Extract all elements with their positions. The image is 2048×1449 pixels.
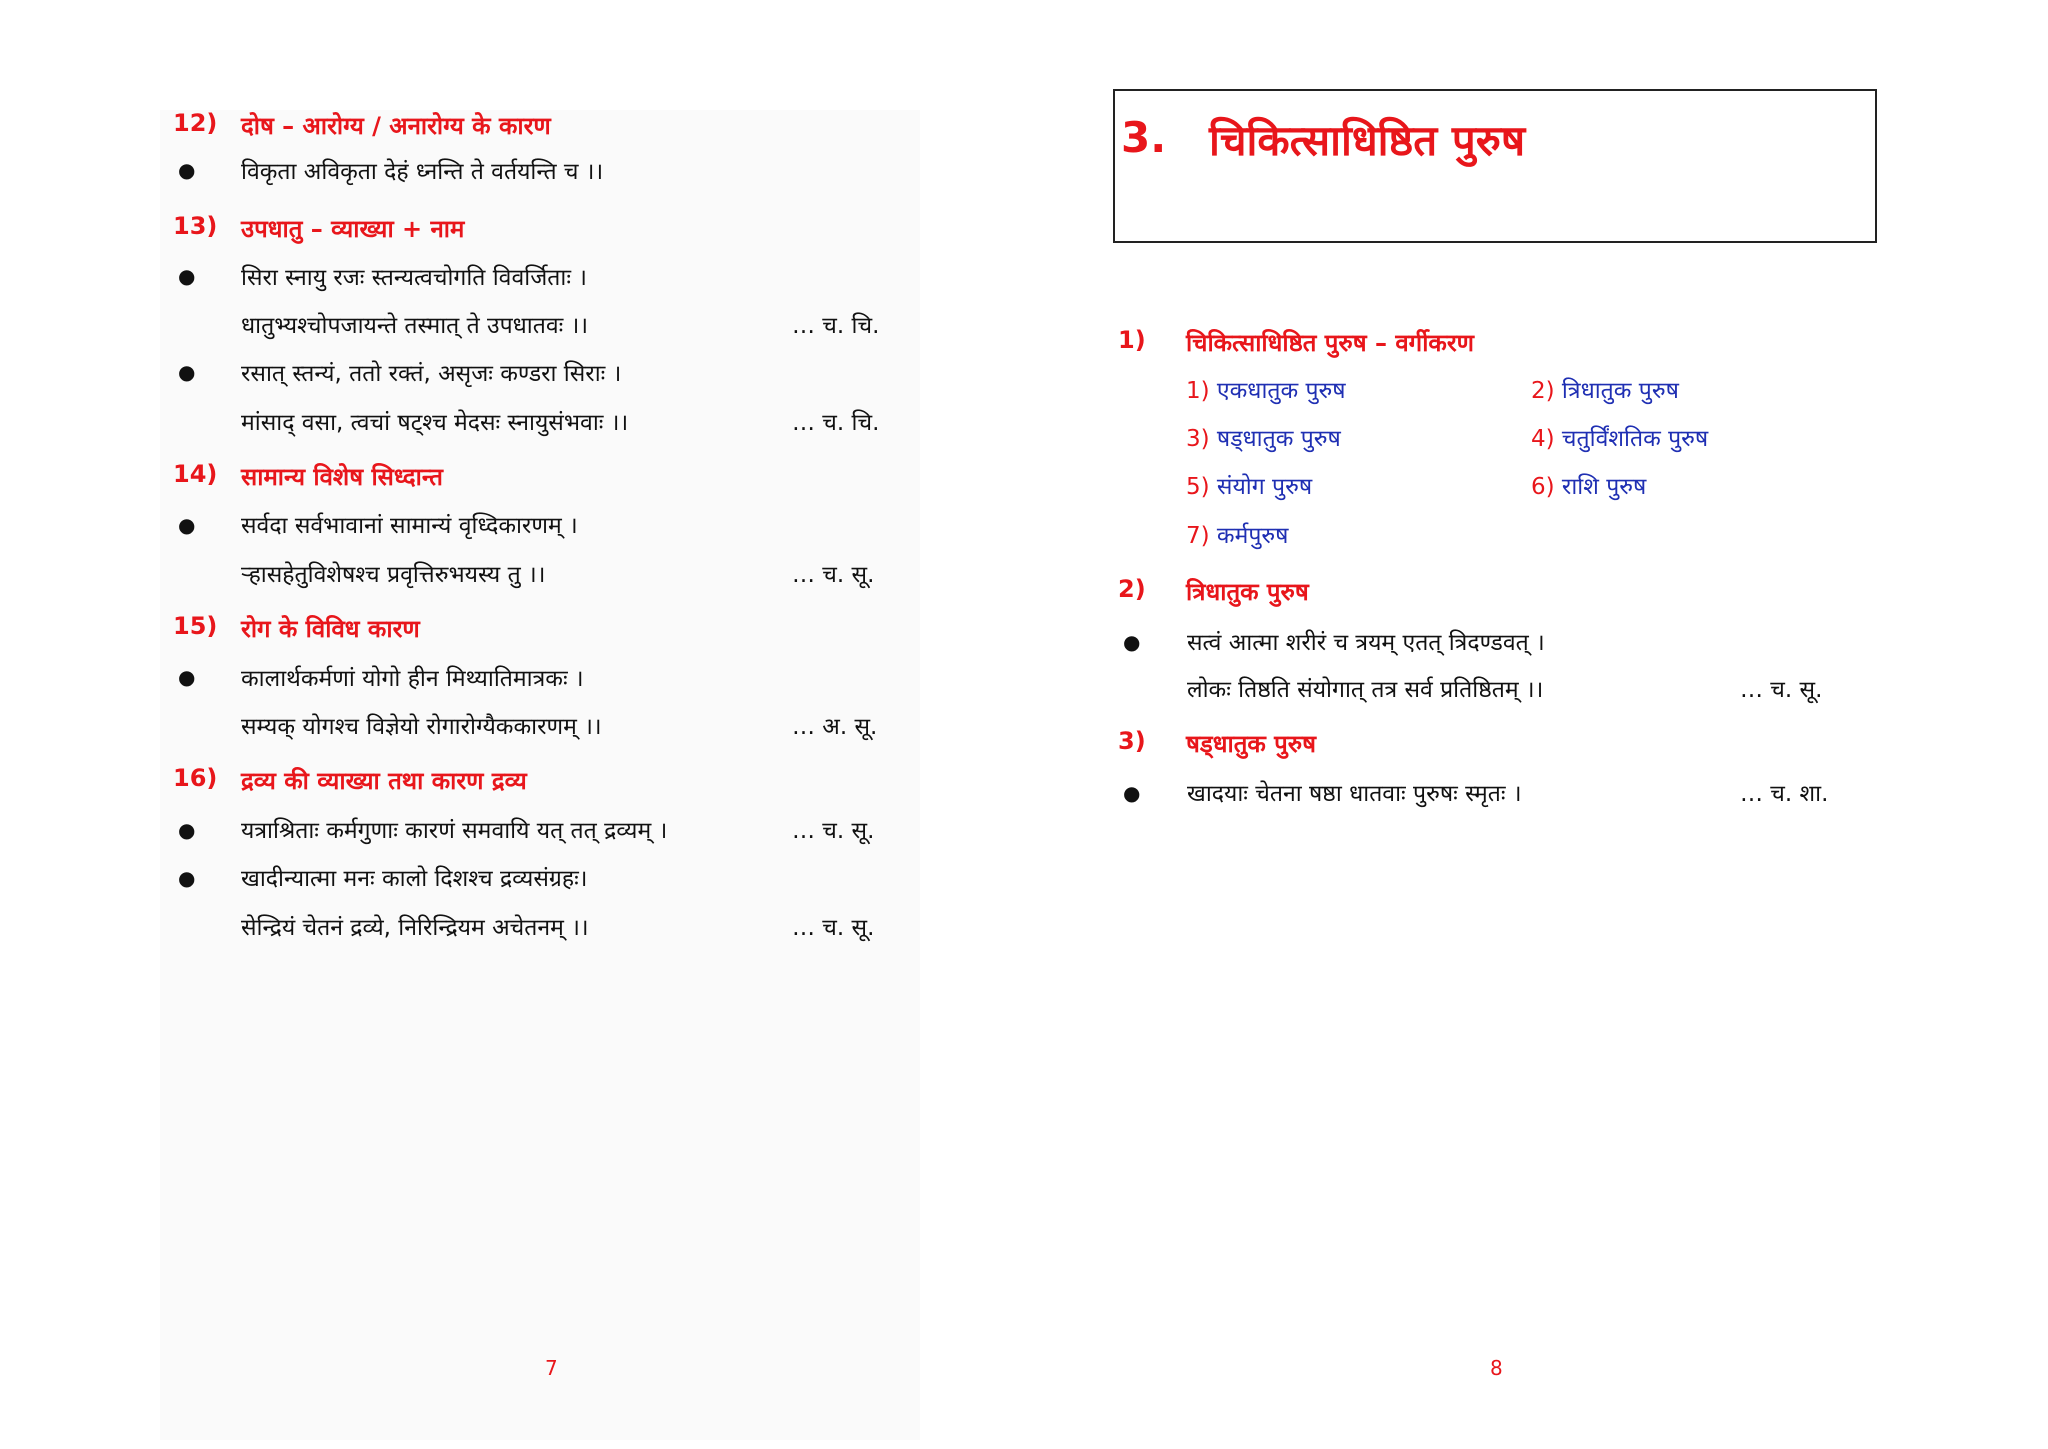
verse-line: कालार्थकर्मणां योगो हीन मिथ्यातिमात्रकः । <box>241 666 584 692</box>
classification-label: त्रिधातुक पुरुष <box>1561 378 1679 404</box>
bullet-icon: ● <box>178 264 196 288</box>
section-number: 12) <box>173 109 218 137</box>
chapter-title: चिकित्साधिष्ठित पुरुष <box>1209 116 1526 165</box>
section-number: 16) <box>173 764 218 792</box>
classification-label: संयोग पुरुष <box>1216 474 1313 500</box>
page-number: 7 <box>545 1356 558 1380</box>
bullet-icon: ● <box>1123 781 1141 805</box>
section-number: 13) <box>173 212 218 240</box>
verse-line: विकृता अविकृता देहं ध्नन्ति ते वर्तयन्ति च ।। <box>241 159 604 185</box>
verse-line: लोकः तिष्ठति संयोगात् तत्र सर्व प्रतिष्ठितम् ।। <box>1187 677 1544 703</box>
verse-line: मांसाद् वसा, त्वचां षट्श्च मेदसः स्नायुसंभवाः ।। <box>241 410 629 436</box>
section-title: दोष – आरोग्य / अनारोग्य के कारण <box>241 112 551 140</box>
verse-reference: … अ. सू. <box>792 714 878 740</box>
section-number: 3) <box>1118 727 1146 755</box>
classification-number: 5) <box>1186 474 1210 500</box>
verse-line: सिरा स्नायु रजः स्तन्यत्वचोगति विवर्जिताः । <box>241 265 588 291</box>
bullet-icon: ● <box>1123 630 1141 654</box>
classification-item <box>1531 373 1679 405</box>
classification-number: 3) <box>1186 426 1210 452</box>
verse-line: सत्वं आत्मा शरीरं च त्रयम् एतत् त्रिदण्डवत् । <box>1187 630 1545 656</box>
page-number: 8 <box>1490 1356 1503 1380</box>
classification-number: 4) <box>1531 426 1555 452</box>
classification-item <box>1186 421 1341 453</box>
classification-label: षड्धातुक पुरुष <box>1216 426 1341 452</box>
section-title: उपधातु – व्याख्या + नाम <box>241 215 465 243</box>
bullet-icon: ● <box>178 665 196 689</box>
section-title: चिकित्साधिष्ठित पुरुष – वर्गीकरण <box>1186 329 1475 357</box>
section-number: 14) <box>173 460 218 488</box>
verse-reference: … च. चि. <box>792 313 880 339</box>
verse-line: यत्राश्रिताः कर्मगुणाः कारणं समवायि यत् तत् द्रव्यम् । <box>241 818 668 844</box>
verse-line: ऱ्हासहेतुविशेषश्च प्रवृत्तिरुभयस्य तु ।। <box>241 562 546 588</box>
verse-line: रसात् स्तन्यं, ततो रक्तं, असृजः कण्डरा सिराः । <box>241 361 622 387</box>
classification-number: 6) <box>1531 474 1555 500</box>
classification-number: 1) <box>1186 378 1210 404</box>
classification-item <box>1186 373 1346 405</box>
verse-reference: … च. सू. <box>792 562 875 588</box>
classification-label: एकधातुक पुरुष <box>1216 378 1346 404</box>
section-title: रोग के विविध कारण <box>241 615 420 643</box>
section-number: 15) <box>173 612 218 640</box>
verse-reference: … च. सू. <box>792 915 875 941</box>
section-number: 2) <box>1118 575 1146 603</box>
verse-line: सम्यक् योगश्च विज्ञेयो रोगारोग्यैककारणम् ।। <box>241 714 602 740</box>
verse-reference: … च. सू. <box>1740 677 1823 703</box>
classification-item <box>1186 518 1288 550</box>
verse-line: खादयाः चेतना षष्ठा धातवाः पुरुषः स्मृतः । <box>1187 781 1522 807</box>
verse-line: खादीन्यात्मा मनः कालो दिशश्च द्रव्यसंग्रहः। <box>241 866 588 892</box>
verse-reference: … च. चि. <box>792 410 880 436</box>
classification-item <box>1531 421 1708 453</box>
chapter-number: 3. <box>1121 113 1167 162</box>
bullet-icon: ● <box>178 513 196 537</box>
bullet-icon: ● <box>178 360 196 384</box>
classification-label: राशि पुरुष <box>1561 474 1647 500</box>
classification-number: 7) <box>1186 523 1210 549</box>
chapter-title-box <box>1113 89 1877 243</box>
bullet-icon: ● <box>178 818 196 842</box>
verse-line: धातुभ्यश्चोपजायन्ते तस्मात् ते उपधातवः ।। <box>241 313 589 339</box>
classification-item <box>1186 469 1312 501</box>
bullet-icon: ● <box>178 866 196 890</box>
classification-number: 2) <box>1531 378 1555 404</box>
verse-reference: … च. सू. <box>792 818 875 844</box>
section-title: सामान्य विशेष सिध्दान्त <box>241 463 443 491</box>
verse-line: सेन्द्रियं चेतनं द्रव्ये, निरिन्द्रियम अचेतनम् ।। <box>241 915 589 941</box>
section-number: 1) <box>1118 326 1146 354</box>
classification-label: कर्मपुरुष <box>1216 523 1289 549</box>
classification-label: चतुर्विंशतिक पुरुष <box>1561 426 1709 452</box>
bullet-icon: ● <box>178 158 196 182</box>
classification-item <box>1531 469 1646 501</box>
section-title: द्रव्य की व्याख्या तथा कारण द्रव्य <box>241 767 527 795</box>
verse-reference: … च. शा. <box>1740 781 1829 807</box>
verse-line: सर्वदा सर्वभावानां सामान्यं वृध्दिकारणम् । <box>241 513 578 539</box>
section-title: त्रिधातुक पुरुष <box>1186 578 1309 606</box>
section-title: षड्धातुक पुरुष <box>1186 730 1317 758</box>
